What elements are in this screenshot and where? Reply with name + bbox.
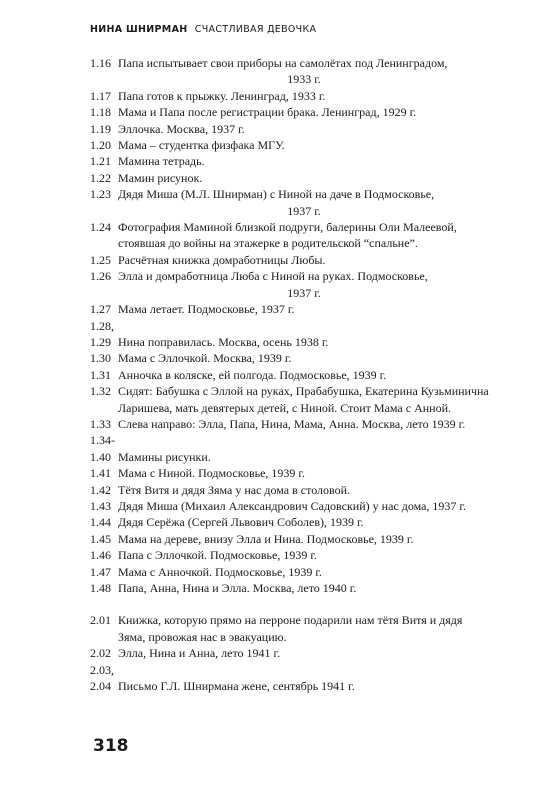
caption-text-main: Анночка в коляске, ей полгода. Подмосковье, 1939 г. [118,367,387,382]
caption-text-main: Слева направо: Элла, Папа, Нина, Мама, Анна. Москва, лето 1939 г. [118,416,466,431]
caption-text-main: Сидят: Бабушка с Эллой на руках, Прабабушка, Екатерина Кузьминична Ларишева, мать девятерых детей, с Ниной. Стоит Мама с Анной. [118,384,489,415]
caption-entry [90,88,490,104]
caption-text-continuation: 1937 г. [287,203,321,218]
caption-text [118,564,490,580]
caption-text-continuation: 1933 г. [287,72,321,87]
caption-text-main: Расчётная книжка домработницы Любы. [118,252,326,267]
caption-text-main: Дядя Миша (Михаил Александрович Садовский) у нас дома, 1937 г. [118,498,466,513]
caption-text [118,350,490,366]
caption-text-main: Папа испытывает свои приборы на самолётах под Ленинградом, [118,56,448,70]
caption-number: 1.18 [90,105,111,120]
caption-text [118,514,490,530]
caption-number: 1.21 [90,154,111,169]
caption-text-main: Мама с Ниной. Подмосковье, 1939 г. [118,466,305,481]
caption-entry [90,498,490,514]
caption-number: 1.20 [90,138,111,153]
caption-entry [90,350,490,366]
header-author: НИНА ШНИРМАН [90,24,188,35]
page-number: 318 [93,736,129,756]
caption-number: 1.47 [90,564,111,579]
caption-number: 1.17 [90,88,111,103]
caption-text-main: Дядя Серёжа (Сергей Львович Соболев), 1939 г. [118,515,364,530]
caption-entry [90,104,490,120]
caption-text [118,137,490,153]
caption-text-continuation: 1937 г. [287,285,321,300]
caption-number: 1.16 [90,56,111,70]
caption-text [118,547,490,563]
running-header [90,24,316,35]
caption-text-main: Нина поправилась. Москва, осень 1938 г. [118,334,329,349]
caption-entry [90,547,490,563]
caption-text-main: Эллочка. Москва, 1937 г. [118,121,245,136]
caption-number: 1.23 [90,187,111,202]
caption-text [118,153,490,169]
caption-text [118,449,490,465]
caption-entry [90,252,490,268]
caption-text-main: Папа готов к прыжку. Ленинград, 1933 г. [118,88,326,103]
caption-text [118,662,490,678]
caption-text [118,252,490,268]
caption-text-main: Тётя Витя и дядя Зяма у нас дома в столовой. [118,482,351,497]
caption-text [118,498,490,514]
caption-text-main: Письмо Г.Л. Шнирмана жене, сентябрь 1941 г. [118,679,355,694]
caption-number: 2.02 [90,646,111,661]
caption-text [118,268,490,301]
caption-text [118,104,490,120]
caption-number: 1.41 [90,466,111,481]
caption-number: 1.40 [90,449,111,464]
caption-text [118,645,490,661]
caption-number: 1.24 [90,220,111,235]
caption-number: 1.43 [90,498,111,513]
caption-number: 1.29 [90,334,111,349]
caption-text [118,318,490,334]
caption-text-main: Папа с Эллочкой. Подмосковье, 1939 г. [118,548,317,563]
caption-number: 1.22 [90,170,111,185]
header-book-title: СЧАСТЛИВАЯ ДЕВОЧКА [194,24,317,35]
caption-number: 1.25 [90,252,111,267]
caption-text [118,367,490,383]
caption-entry [90,383,490,416]
caption-text-main: Мама с Анночкой. Подмосковье, 1939 г. [118,564,322,579]
caption-entry [90,55,490,88]
caption-entry [90,416,490,432]
caption-entry [90,580,490,596]
caption-entry [90,318,490,334]
caption-text [118,416,490,432]
caption-text [118,612,490,645]
caption-entry [90,153,490,169]
caption-number: 1.30 [90,351,111,366]
caption-entry [90,268,490,301]
caption-text [118,301,490,317]
caption-entry [90,662,490,678]
caption-text [118,186,490,219]
caption-entry [90,531,490,547]
caption-text [118,482,490,498]
caption-number: 1.44 [90,515,111,530]
caption-text [118,334,490,350]
caption-number: 1.31 [90,367,111,382]
group-gap [90,596,490,612]
caption-number: 1.33 [90,416,111,431]
caption-number: 1.32 [90,384,111,399]
caption-group-1 [90,55,490,596]
caption-entry [90,301,490,317]
caption-text-main: Мама летает. Подмосковье, 1937 г. [118,302,295,317]
caption-text [118,531,490,547]
caption-number: 1.19 [90,121,111,136]
caption-number: 1.45 [90,531,111,546]
caption-text-main: Мама – студентка физфака МГУ. [118,138,285,153]
caption-text [118,170,490,186]
caption-number: 1.28, [90,318,114,333]
caption-text [118,465,490,481]
caption-number: 1.26 [90,269,111,284]
caption-number: 1.48 [90,581,111,595]
caption-text-main: Элла, Нина и Анна, лето 1941 г. [118,646,281,661]
caption-text-main: Мама с Эллочкой. Москва, 1939 г. [118,351,292,366]
caption-group-2 [90,612,490,694]
caption-number: 2.03, [90,662,114,677]
caption-text [118,55,490,88]
caption-text-main: Мама на дереве, внизу Элла и Нина. Подмосковье, 1939 г. [118,531,414,546]
caption-text-main: Мамина тетрадь. [118,154,205,169]
caption-text [118,88,490,104]
caption-text-main: Дядя Миша (М.Л. Шнирман) с Ниной на даче в Подмосковье, [118,187,435,202]
caption-entry [90,678,490,694]
caption-number: 1.34- [90,433,115,448]
caption-entry [90,564,490,580]
caption-text-main: Мама и Папа после регистрации брака. Ленинград, 1929 г. [118,105,417,120]
caption-entry [90,334,490,350]
caption-entry [90,482,490,498]
caption-entry [90,432,490,448]
caption-text [118,383,490,416]
caption-number: 2.04 [90,679,111,694]
caption-text-main: Мамин рисунок. [118,170,203,185]
caption-text [118,432,490,448]
caption-number: 1.27 [90,302,111,317]
caption-entry [90,465,490,481]
caption-text-main: Книжка, которую прямо на перроне подарили нам тётя Витя и дядя Зяма, провожая нас в эвакуацию. [118,613,463,644]
caption-number: 2.01 [90,613,111,628]
caption-text [118,219,490,252]
caption-text-main: Папа, Анна, Нина и Элла. Москва, лето 1940 г. [118,581,357,595]
caption-entry [90,645,490,661]
caption-entry [90,186,490,219]
caption-entry [90,121,490,137]
caption-number: 1.46 [90,548,111,563]
caption-entry [90,612,490,645]
caption-number: 1.42 [90,482,111,497]
caption-entry [90,170,490,186]
caption-text [118,678,490,694]
caption-text-main: Мамины рисунки. [118,449,211,464]
caption-text [118,580,490,596]
caption-list [90,55,490,694]
caption-text-main: Элла и домработница Люба с Ниной на руках. Подмосковье, [118,269,428,284]
caption-entry [90,514,490,530]
caption-entry [90,137,490,153]
caption-text-main: Фотография Маминой близкой подруги, балерины Оли Малеевой, стоявшая до войны на этажерке в родительской “спальне”. [118,220,457,251]
caption-entry [90,449,490,465]
caption-entry [90,367,490,383]
caption-text [118,121,490,137]
caption-entry [90,219,490,252]
